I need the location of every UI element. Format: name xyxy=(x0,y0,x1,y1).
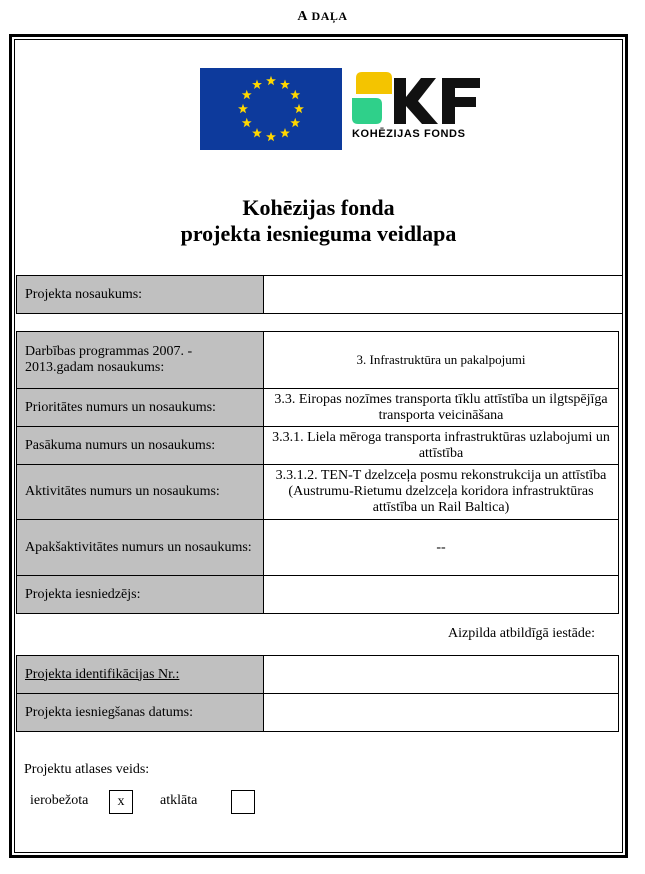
part-label xyxy=(0,9,645,25)
project-id-label xyxy=(17,656,264,694)
eu-flag-icon xyxy=(200,68,342,150)
subactivity-label: Apakšaktivitātes numurs un nosaukums: xyxy=(17,520,264,576)
priority-label: Prioritātes numurs un nosaukums: xyxy=(17,389,264,427)
option-open-label: atklāta xyxy=(160,793,198,808)
applicant-field[interactable] xyxy=(264,576,619,614)
measure-value: 3.3.1. Liela mēroga transporta infrastruktūras uzlabojumi un attīstība xyxy=(264,427,619,465)
eu-star-icon xyxy=(280,128,290,137)
eu-star-icon xyxy=(280,80,290,89)
table-row xyxy=(17,427,619,465)
eu-star-icon xyxy=(238,104,248,113)
table-row xyxy=(17,465,619,520)
subactivity-value: -- xyxy=(264,520,619,576)
option-restricted-checkbox[interactable]: x xyxy=(109,790,133,814)
title-line-1: Kohēzijas fonda xyxy=(242,195,395,220)
table-row xyxy=(17,520,619,576)
page-title xyxy=(14,195,623,247)
eu-flag-graphic xyxy=(200,68,342,150)
project-id-label-text: Projekta identifikācijas Nr.: xyxy=(25,666,180,682)
project-name-label: Projekta nosaukums: xyxy=(17,276,264,314)
project-name-table xyxy=(16,275,623,314)
table-row xyxy=(17,694,619,732)
option-open-checkbox[interactable] xyxy=(231,790,255,814)
program-table xyxy=(16,331,619,614)
table-row xyxy=(17,656,619,694)
applicant-label: Projekta iesniedzējs: xyxy=(17,576,264,614)
eu-star-icon xyxy=(266,76,276,85)
submission-date-field[interactable] xyxy=(264,694,619,732)
option-restricted-label: ierobežota xyxy=(30,793,89,808)
activity-label: Aktivitātes numurs un nosaukums: xyxy=(17,465,264,520)
table-row xyxy=(17,276,623,314)
selection-type-label: Projektu atlases veids: xyxy=(24,762,150,777)
program-name-value: 3. Infrastruktūra un pakalpojumi xyxy=(264,332,619,389)
eu-star-icon xyxy=(290,90,300,99)
part-label-initial: A xyxy=(297,9,309,24)
kf-caption: KOHĒZIJAS FONDS xyxy=(352,128,466,140)
activity-value: 3.3.1.2. TEN-T dzelzceļa posmu rekonstrukcija un attīstība (Austrumu-Rietumu dzelzceļa koridora infrastruktūras attīstība un Rail Baltica) xyxy=(264,465,619,520)
table-row xyxy=(17,389,619,427)
eu-star-icon xyxy=(252,128,262,137)
eu-star-icon xyxy=(252,80,262,89)
eu-star-icon xyxy=(266,132,276,141)
priority-value: 3.3. Eiropas nozīmes transporta tīklu attīstība un ilgtspējīga transporta veicināšana xyxy=(264,389,619,427)
project-id-field[interactable] xyxy=(264,656,619,694)
project-name-field[interactable] xyxy=(264,276,623,314)
fill-note: Aizpilda atbildīgā iestāde: xyxy=(448,626,595,641)
program-name-label: Darbības programmas 2007. - 2013.gadam nosaukums: xyxy=(17,332,264,389)
eu-star-icon xyxy=(242,90,252,99)
eu-star-icon xyxy=(242,118,252,127)
title-line-2: projekta iesnieguma veidlapa xyxy=(180,221,457,246)
eu-star-icon xyxy=(294,104,304,113)
measure-label: Pasākuma numurs un nosaukums: xyxy=(17,427,264,465)
identification-table xyxy=(16,655,619,732)
kf-logo-mark-icon xyxy=(348,68,493,130)
eu-star-icon xyxy=(290,118,300,127)
table-row xyxy=(17,332,619,389)
submission-date-label: Projekta iesniegšanas datums: xyxy=(17,694,264,732)
part-label-rest: DAĻA xyxy=(311,9,348,23)
table-row xyxy=(17,576,619,614)
